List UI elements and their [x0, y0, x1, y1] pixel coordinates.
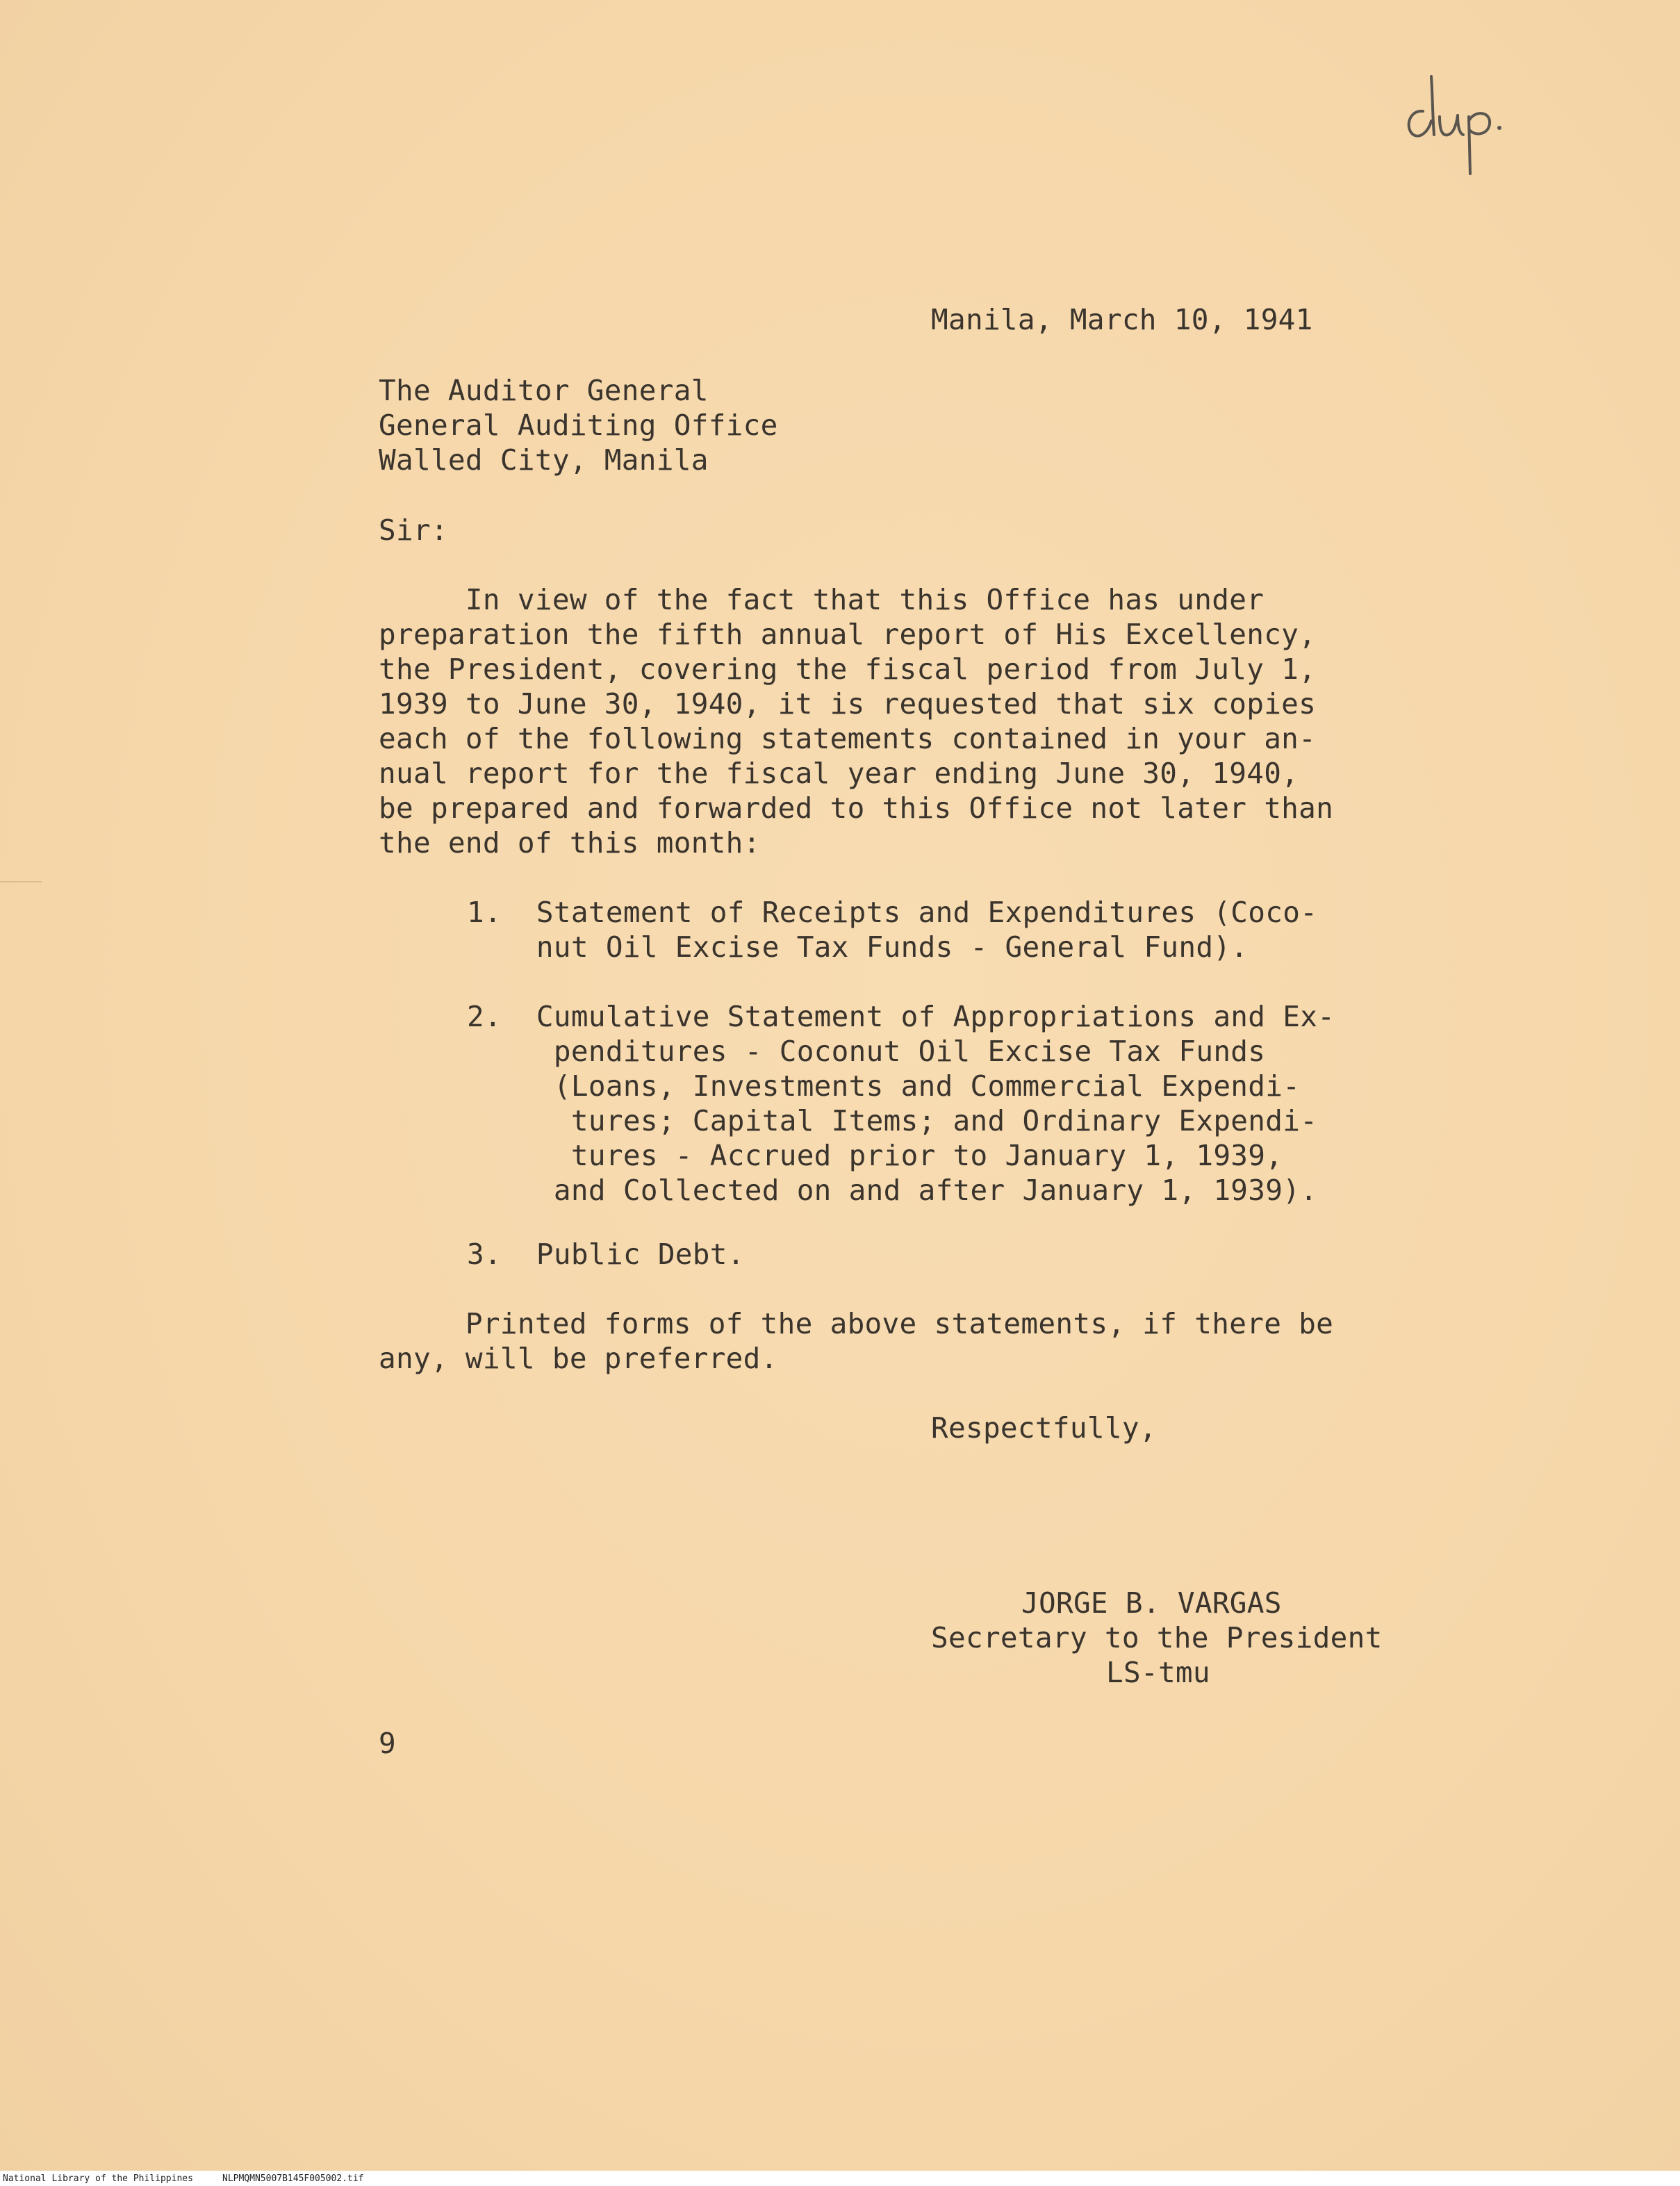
paragraph1-line-2: preparation the fifth annual report of His Excellency, [379, 618, 1317, 651]
footer-filename: NLPMQMN5007B145F005002.tif [222, 2173, 364, 2184]
item-2-line-6: and Collected on and after January 1, 1939). [467, 1174, 1318, 1207]
paragraph2-line-1: Printed forms of the above statements, if there be [379, 1307, 1334, 1340]
item-3: 3. Public Debt. [467, 1238, 745, 1271]
salutation: Sir: [379, 513, 448, 547]
paragraph1-line-3: the President, covering the fiscal period from July 1, [379, 652, 1317, 686]
signatory-name: JORGE B. VARGAS [1021, 1586, 1282, 1620]
paragraph1-line-8: the end of this month: [379, 826, 761, 860]
closing: Respectfully, [931, 1411, 1157, 1445]
handwritten-annotation-dup [1397, 49, 1515, 181]
item-1-line-1: 1. Statement of Receipts and Expenditures (Coco- [467, 896, 1318, 929]
scan-footer [0, 2171, 1680, 2186]
paragraph1-line-1: In view of the fact that this Office has under [379, 583, 1265, 616]
paragraph2-line-2: any, will be preferred. [379, 1342, 778, 1375]
item-2-line-2: penditures - Coconut Oil Excise Tax Funds [467, 1035, 1266, 1068]
item-2-line-3: (Loans, Investments and Commercial Expendi- [467, 1069, 1301, 1103]
item-1-line-2: nut Oil Excise Tax Funds - General Fund). [467, 930, 1249, 964]
item-2-line-1: 2. Cumulative Statement of Appropriations and Ex- [467, 1000, 1335, 1033]
margin-mark [0, 881, 42, 882]
item-2-line-5: tures - Accrued prior to January 1, 1939, [467, 1139, 1283, 1172]
paragraph1-line-5: each of the following statements contained in your an- [379, 722, 1317, 755]
paragraph1-line-6: nual report for the fiscal year ending June 30, 1940, [379, 757, 1299, 790]
address-line-3: Walled City, Manila [379, 443, 709, 477]
address-line-1: The Auditor General [379, 374, 709, 407]
paragraph1-line-4: 1939 to June 30, 1940, it is requested that six copies [379, 687, 1317, 721]
page-number: 9 [379, 1727, 396, 1760]
item-2-line-4: tures; Capital Items; and Ordinary Expendi- [467, 1104, 1318, 1137]
signatory-title: Secretary to the President [931, 1621, 1383, 1654]
paragraph1-line-7: be prepared and forwarded to this Office not later than [379, 791, 1334, 825]
footer-institution: National Library of the Philippines [3, 2173, 193, 2184]
signatory-initials: LS-tmu [1106, 1656, 1210, 1689]
letter-date: Manila, March 10, 1941 [931, 303, 1313, 336]
address-line-2: General Auditing Office [379, 409, 778, 442]
